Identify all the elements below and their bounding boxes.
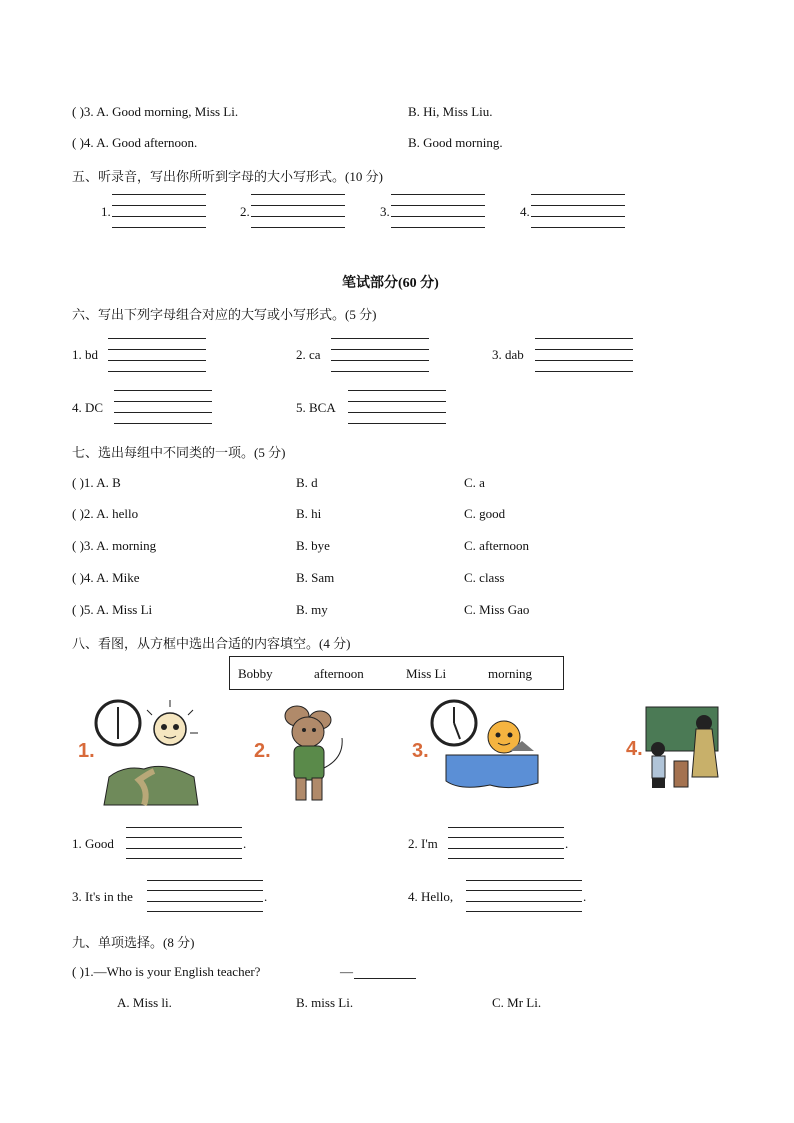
sec6-item-2: 2. ca [296,347,321,362]
period: . [264,889,268,904]
writing-lines[interactable] [112,194,206,228]
section-5-title: 五、听录音，写出你所听到字母的大小写形式。(10 分) [72,169,383,184]
writing-lines[interactable] [466,880,582,912]
writing-lines[interactable] [147,880,263,912]
sec9-q1-dash: — [340,964,353,979]
writing-lines[interactable] [126,827,242,859]
sec7-row-2-a: ( )2. A. hello [72,506,139,521]
afternoon-picture [430,695,540,807]
sec7-row-5-b: B. my [296,602,328,617]
writing-lines[interactable] [114,390,212,424]
sec7-row-1-a: ( )1. A. B [72,475,121,490]
sec8-sentence-1: 1. Good [72,836,114,851]
writing-lines[interactable] [531,194,625,228]
listening-q3: ( )3. A. Good morning, Miss Li. [72,104,239,119]
writing-lines[interactable] [331,338,429,372]
sec7-row-4-b: B. Sam [296,570,335,585]
picture-number-1: 1. [78,740,95,762]
writing-lines[interactable] [348,390,446,424]
clock-icon [432,701,476,745]
period: . [243,836,247,851]
sec8-sentence-4: 4. Hello, [408,889,454,904]
writing-lines[interactable] [391,194,485,228]
writing-lines[interactable] [448,827,564,859]
written-part-title: 笔试部分(60 分) [342,276,439,291]
mouse-icon [272,698,352,808]
picture-number-4: 4. [626,738,643,760]
writing-lines[interactable] [535,338,633,372]
listening-q4: ( )4. A. Good afternoon. [72,135,198,150]
sec5-label-2: 2. [240,204,250,219]
classroom-icon [644,705,720,791]
sec5-label-3: 3. [380,204,390,219]
picture-number-3: 3. [412,740,429,762]
sec6-item-1: 1. bd [72,347,98,362]
picture-number-2: 2. [254,740,271,762]
sec9-q1: ( )1.—Who is your English teacher? [72,964,261,979]
sec7-row-3-a: ( )3. A. morning [72,538,157,553]
section-7-title: 七、选出每组中不同类的一项。(5 分) [72,445,286,460]
word-box-item: Miss Li [406,666,447,681]
sec7-row-5-a: ( )5. A. Miss Li [72,602,153,617]
word-box [229,656,564,690]
period: . [583,889,587,904]
section-8-title: 八、看图，从方框中选出合适的内容填空。(4 分) [72,636,351,651]
sec7-row-1-c: C. a [464,475,485,490]
period: . [565,836,569,851]
sec8-sentence-2: 2. I'm [408,836,438,851]
sec7-row-5-c: C. Miss Gao [464,602,530,617]
sec7-row-2-c: C. good [464,506,506,521]
sec6-item-3: 3. dab [492,347,524,362]
sec7-row-2-b: B. hi [296,506,322,521]
sec7-row-3-b: B. bye [296,538,330,553]
sec8-sentence-3: 3. It's in the [72,889,133,904]
sec5-label-1: 1. [101,204,111,219]
word-box-item: afternoon [314,666,364,681]
sec6-item-5: 5. BCA [296,400,336,415]
sec7-row-3-c: C. afternoon [464,538,529,553]
sec5-label-4: 4. [520,204,530,219]
listening-q4-b: B. Good morning. [408,135,503,150]
sec7-row-4-c: C. class [464,570,505,585]
sec7-row-1-b: B. d [296,475,318,490]
answer-blank[interactable] [354,978,416,979]
writing-lines[interactable] [251,194,345,228]
sec9-option-c: C. Mr Li. [492,995,542,1010]
clock-icon [96,701,140,745]
sec7-row-4-a: ( )4. A. Mike [72,570,140,585]
word-box-item: morning [488,666,533,681]
sec6-item-4: 4. DC [72,400,104,415]
section-9-title: 九、单项选择。(8 分) [72,935,195,950]
morning-picture [94,695,202,807]
sec9-option-a: A. Miss li. [117,995,172,1010]
writing-lines[interactable] [108,338,206,372]
sec9-option-b: B. miss Li. [296,995,354,1010]
word-box-item: Bobby [238,666,273,681]
sun-icon [147,700,198,745]
section-6-title: 六、写出下列字母组合对应的大写或小写形式。(5 分) [72,307,377,322]
listening-q3-b: B. Hi, Miss Liu. [408,104,493,119]
